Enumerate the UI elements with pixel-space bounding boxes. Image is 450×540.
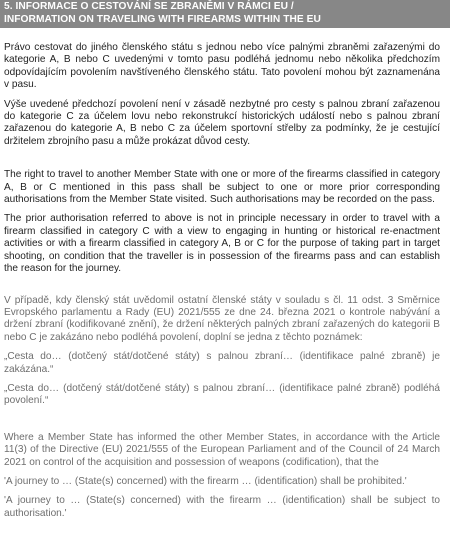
section-header bbox=[0, 0, 450, 28]
paragraph-cz-authorisation: Právo cestovat do jiného členského státu s jednou nebo více palnými zbraněmi zařazenými do kategorie A, B nebo C uvedenými v tomto pasu podléhá jednomu nebo několika předchozím odpovídajícím povolením navštíveného členského státu. Tato povolení mohou být zaznamenána v pasu. bbox=[4, 42, 440, 91]
paragraph-en-authorisation: The right to travel to another Member State with one or more of the firearms classified in category A, B or C mentioned in this pass shall be subject to one or more prior corresponding authorisations from the Member State visited. Such authorisations may be recorded on the pass. bbox=[4, 169, 440, 206]
note-cz-authorisation: „Cesta do… (dotčený stát/dotčené státy) s palnou zbraní… (identifikace palné zbraně) podléhá povolení.“ bbox=[4, 382, 440, 407]
paragraph-cz-exception: Výše uvedené předchozí povolení není v zásadě nezbytné pro cesty s palnou zbraní zařazenou do kategorie C za účelem lovu nebo rekonstrukcí historických událostí nebo s palnou zbraní zařazenou do kategorie A, B nebo C za účelem sportovní střelby za podmínky, že je cestující držitelem zbrojního pasu a může prokázat důvod cesty. bbox=[4, 98, 440, 147]
section-title-en: INFORMATION ON TRAVELING WITH FIREARMS WITHIN THE EU bbox=[4, 13, 321, 25]
note-en-prohibited: 'A journey to … (State(s) concerned) with the firearm … (identification) shall be prohibited.' bbox=[4, 475, 407, 487]
paragraph-en-member-state-notice: Where a Member State has informed the other Member States, in accordance with the Article 11(3) of the Directive (EU) 2021/555 of the European Parliament and of the Council of 24 March 2021 on control of the acquisition and possession of weapons (codification), that the bbox=[4, 431, 440, 468]
note-en-authorisation: 'A journey to … (State(s) concerned) with the firearm … (identification) shall be subject to authorisation.' bbox=[4, 495, 440, 519]
paragraph-cz-member-state-notice: V případě, kdy členský stát uvědomil ostatní členské státy v souladu s čl. 11 odst. 3 Směrnice Evropského parlamentu a Rady (EU) 2021/555 ze dne 24. března 2021 o kontrole nabývání a držení zbraní (kodifikované znění), že držení některých palných zbraní zařazených do kategorii B nebo C je zakázáno nebo podléhá povolení, doplní se jedna z těchto poznámek: bbox=[4, 294, 440, 343]
section-body bbox=[0, 42, 450, 520]
paragraph-en-exception: The prior authorisation referred to above is not in principle necessary in order to travel with a firearm classified in category C with a view to engaging in hunting or historical re-enactment activities or with a firearm classified in category A, B or C for the purpose of taking part in target shooting, on condition that the traveller is in possession of the firearms pass and can establish the reason for the journey. bbox=[4, 213, 440, 275]
section-title-cz: 5. INFORMACE O CESTOVÁNÍ SE ZBRANĚMI V RÁMCI EU / bbox=[4, 1, 294, 12]
note-cz-prohibited: „Cesta do… (dotčený stát/dotčené státy) s palnou zbraní… (identifikace palné zbraně) je zakázána.“ bbox=[4, 351, 440, 375]
